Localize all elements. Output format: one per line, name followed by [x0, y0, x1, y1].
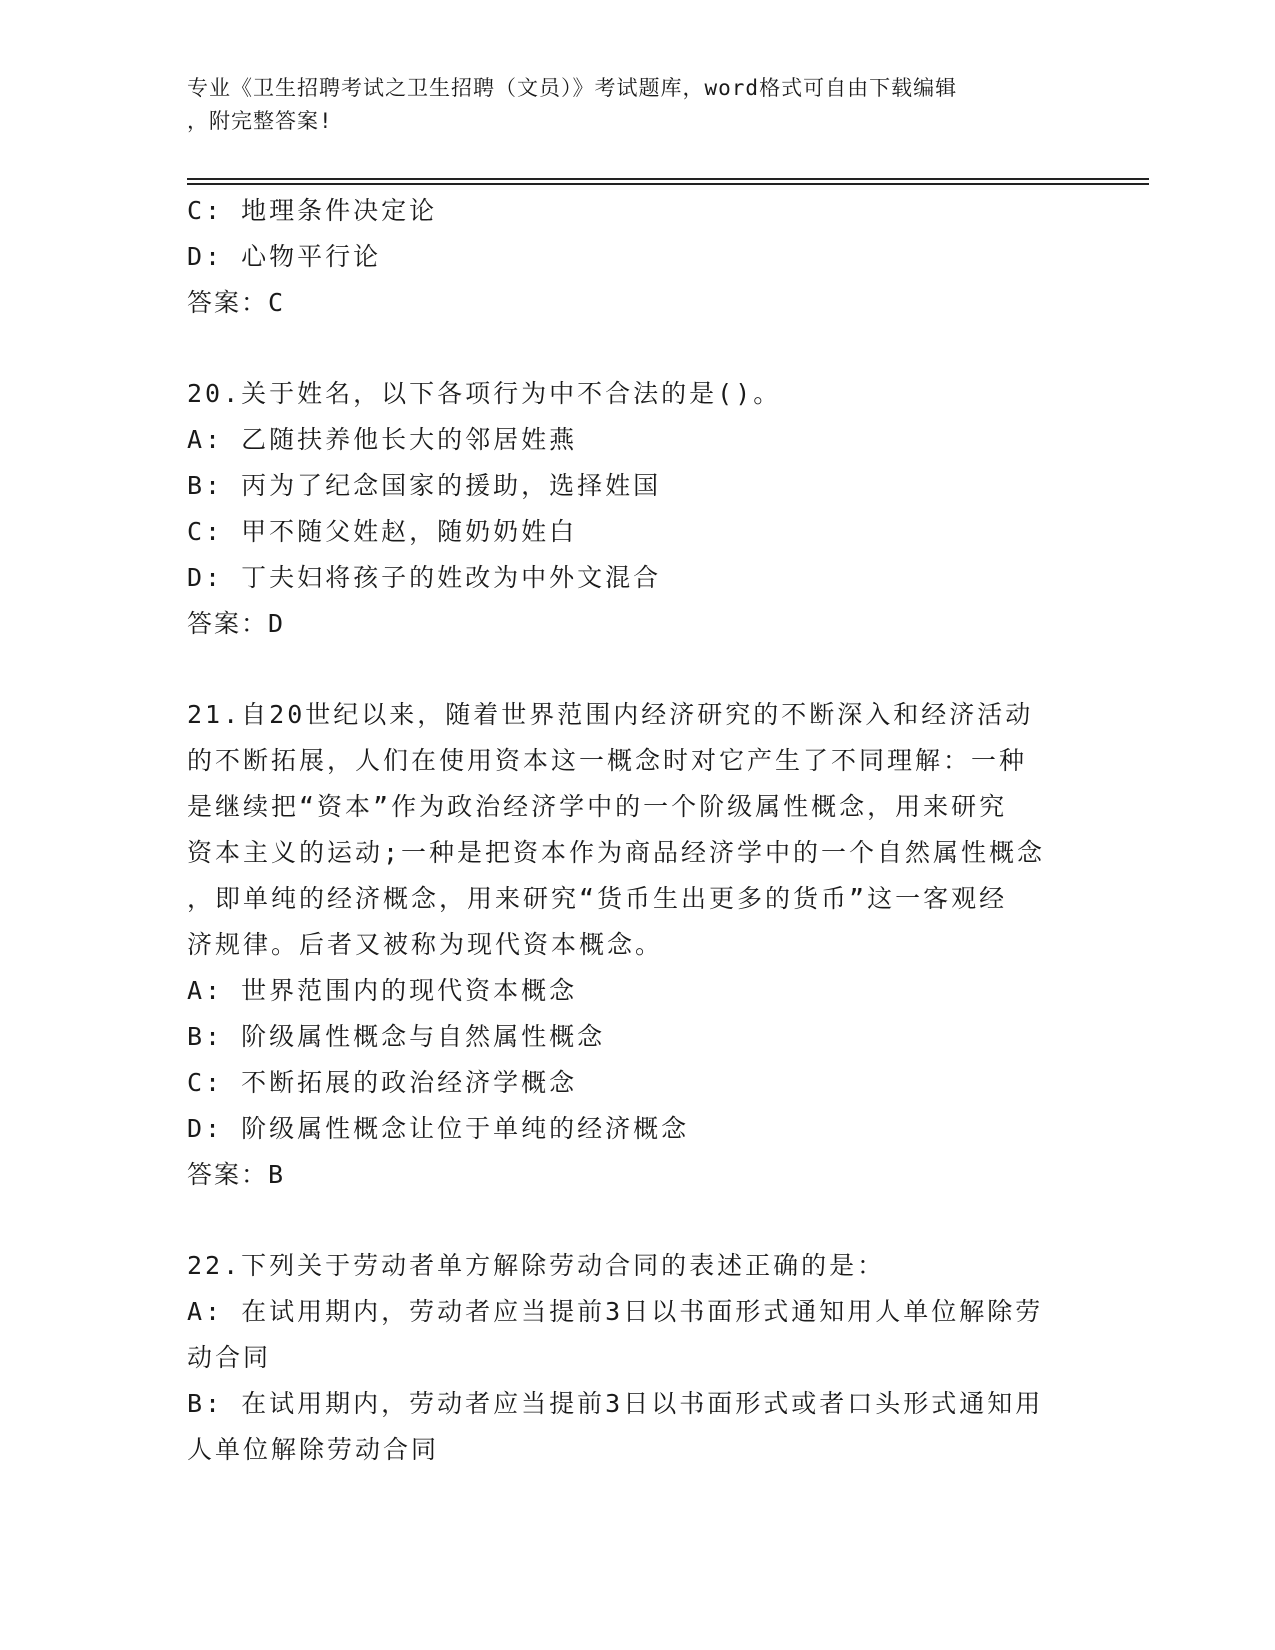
- spacer: [187, 1198, 1087, 1243]
- header-divider-bottom: [187, 183, 1149, 185]
- option-d: D: 心物平行论: [187, 242, 382, 271]
- option-c: C: 地理条件决定论: [187, 196, 438, 225]
- answer: 答案：C: [187, 288, 286, 317]
- prev-question: [187, 188, 1087, 326]
- option-b-line-1: B: 在试用期内，劳动者应当提前3日以书面形式或者口头形式通知用: [187, 1389, 1044, 1418]
- question-stem-line: 21.自20世纪以来，随着世界范围内经济研究的不断深入和经济活动: [187, 700, 1034, 729]
- option-a-line-2: 动合同: [187, 1343, 272, 1372]
- header-line-1: 专业《卫生招聘考试之卫生招聘（文员）》考试题库，word格式可自由下载编辑: [187, 76, 958, 100]
- option-b: B: 阶级属性概念与自然属性概念: [187, 1022, 606, 1051]
- spacer: [187, 647, 1087, 692]
- question-stem: 20.关于姓名，以下各项行为中不合法的是()。: [187, 379, 782, 408]
- answer: 答案：D: [187, 609, 286, 638]
- option-b-line-2: 人单位解除劳动合同: [187, 1435, 440, 1464]
- header-line-2: ，附完整答案!: [187, 109, 333, 133]
- question-stem: 22.下列关于劳动者单方解除劳动合同的表述正确的是：: [187, 1251, 886, 1280]
- question-stem-line: 济规律。后者又被称为现代资本概念。: [187, 930, 664, 959]
- option-c: C: 不断拓展的政治经济学概念: [187, 1068, 578, 1097]
- option-a: A: 世界范围内的现代资本概念: [187, 976, 578, 1005]
- document-header: [187, 72, 1087, 138]
- question-20: [187, 371, 1087, 647]
- option-d: D: 丁夫妇将孩子的姓改为中外文混合: [187, 563, 662, 592]
- question-21: [187, 692, 1087, 1198]
- header-divider-top: [187, 178, 1149, 180]
- option-a-line-1: A: 在试用期内，劳动者应当提前3日以书面形式通知用人单位解除劳: [187, 1297, 1044, 1326]
- spacer: [187, 326, 1087, 371]
- question-stem-line: 的不断拓展，人们在使用资本这一概念时对它产生了不同理解：一种: [187, 746, 1028, 775]
- option-d: D: 阶级属性概念让位于单纯的经济概念: [187, 1114, 690, 1143]
- answer: 答案：B: [187, 1160, 286, 1189]
- question-stem-line: 是继续把“资本”作为政治经济学中的一个阶级属性概念，用来研究: [187, 792, 1008, 821]
- question-22: [187, 1243, 1087, 1473]
- question-stem-line: 资本主义的运动;一种是把资本作为商品经济学中的一个自然属性概念: [187, 838, 1046, 867]
- option-a: A: 乙随扶养他长大的邻居姓燕: [187, 425, 578, 454]
- document-body: [187, 188, 1087, 1473]
- option-c: C: 甲不随父姓赵，随奶奶姓白: [187, 517, 578, 546]
- question-stem-line: ，即单纯的经济概念，用来研究“货币生出更多的货币”这一客观经: [187, 884, 1008, 913]
- option-b: B: 丙为了纪念国家的援助，选择姓国: [187, 471, 662, 500]
